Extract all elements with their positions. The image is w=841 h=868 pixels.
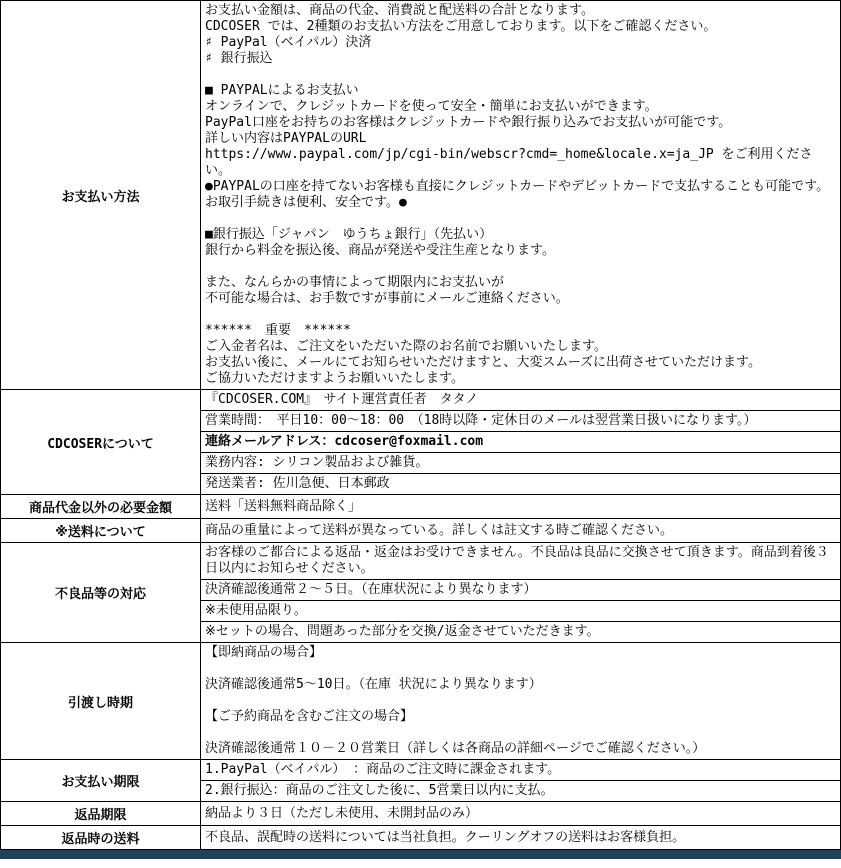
content-line: CDCOSER では、2種類のお支払い方法をご用意しております。以下をご確認ください。 (205, 19, 717, 34)
content-line: 不良品、誤配時の送料については当社負担。クーリングオフの送料はお客様負担。 (205, 829, 686, 845)
row-label: 返品時の送料 (1, 826, 201, 850)
content-line: 決済確認後通常１０－２０営業日（詳しくは各商品の詳細ページでご確認ください。） (205, 741, 706, 756)
content-line: ♯ 銀行振込 (205, 51, 273, 66)
row-content-cell (201, 519, 841, 543)
content-line: ご入金者名は、ご注文をいただいた際のお名前でお願いいたします。 (205, 339, 607, 354)
content-line: 【ご予約商品を含むご注文の場合】 (205, 709, 414, 724)
row-content-cell (201, 453, 841, 474)
content-line: ご協力いただけますようお願いいたします。 (205, 371, 464, 386)
row-content-cell (201, 580, 841, 601)
row-label: お支払い期限 (1, 760, 201, 802)
content-line: 営業時間： 平日10：00～18：00 （18時以降・定休日のメールは翌営業日扱いになります。） (205, 413, 757, 428)
content-line: お支払い後に、メールにてお知らせいただけますと、大変スムーズに出荷させていただけます。 (205, 355, 762, 370)
row-content-cell (201, 781, 841, 802)
url-text: https://www.paypal.com/jp/cgi-bin/webscr?cmd=_home&locale.x=ja_JP をご利用ください。 (205, 147, 813, 178)
row-content-cell (201, 826, 841, 850)
row-content-cell (201, 760, 841, 781)
content-line (205, 725, 836, 741)
row-content-cell (201, 543, 841, 580)
table-row (1, 495, 841, 519)
table-row (1, 643, 841, 760)
footer-bar (0, 850, 841, 859)
content-line: 不可能な場合は、お手数ですが事前にメールご連絡ください。 (205, 291, 569, 306)
content-line (205, 307, 836, 323)
content-line: ※セットの場合、問題あった部分を交換/返金させていただきます。 (205, 624, 600, 639)
table-row (1, 826, 841, 850)
row-content-cell (201, 601, 841, 622)
contact-email-cell (201, 432, 841, 453)
content-line: お支払い金額は、商品の代金、消費説と配送料の合計となります。 (205, 3, 594, 18)
row-label: 商品代金以外の必要金額 (1, 495, 201, 519)
content-line: 商品の重量によって送料が異なっている。詳しくは註文する時ご確認ください。 (205, 522, 674, 538)
content-line: 納品より３日（ただし未使用、未開封品のみ） (205, 805, 479, 821)
row-content-cell (201, 643, 841, 760)
content-line: 1.PayPal（ベイパル） ：商品のご注文時に課金されます。 (205, 762, 561, 777)
content-line: 業務内容: シリコン製品および雑貨。 (205, 455, 429, 470)
row-content-cell (201, 622, 841, 643)
row-content-cell (201, 495, 841, 519)
email-text: 連絡メールアドレス：cdcoser@foxmail.com (205, 434, 484, 449)
table-row (1, 390, 841, 411)
content-line: 発送業者: 佐川急便、日本郵政 (205, 476, 390, 491)
table-row (1, 760, 841, 781)
row-label: 返品期限 (1, 802, 201, 826)
table-row (1, 519, 841, 543)
content-line: 2.銀行振込：商品のご注文した後に、5営業日以内に支払。 (205, 783, 554, 798)
table-row (1, 1, 841, 390)
row-label: 引渡し時期 (1, 643, 201, 760)
row-content-cell (201, 802, 841, 826)
content-line: お客様のご都合による返品・返金はお受けできません。不良品は良品に交換させて頂きます。商品到着後３日以内にお知らせください。 (205, 545, 829, 576)
row-content-cell (201, 411, 841, 432)
row-label: 不良品等の対応 (1, 543, 201, 643)
table-row (1, 802, 841, 826)
content-line (205, 67, 836, 83)
content-line: 詳しい内容はPAYPALのURL (205, 131, 367, 146)
content-line: お取引手続きは便利、安全です。● (205, 195, 407, 210)
content-line: ※未使用品限り。 (205, 603, 307, 618)
content-line: PayPal口座をお持ちのお客様はクレジットカードや銀行振り込みでお支払いが可能です。 (205, 115, 732, 130)
row-label: お支払い方法 (1, 1, 201, 390)
content-line: ■ PAYPALによるお支払い (205, 83, 359, 98)
table-row (1, 543, 841, 580)
content-line: 【即納商品の場合】 (205, 645, 323, 660)
content-line: 決済確認後通常5～10日。（在庫 状況により異なります） (205, 677, 542, 692)
content-line: 『CDCOSER.COM』 サイト運営責任者 タタノ (205, 392, 479, 407)
content-line (205, 661, 836, 677)
content-line: 決済確認後通常２～５日。（在庫状況により異なります） (205, 582, 537, 597)
content-line: ****** 重要 ****** (205, 323, 351, 338)
content-line: 銀行から料金を振込後、商品が発送や受注生産となります。 (205, 243, 555, 258)
content-line: 送料「送料無料商品除く」 (205, 498, 362, 514)
row-content-cell (201, 390, 841, 411)
content-line: ●PAYPALの口座を持てないお客様も直接にクレジットカードやデビットカードで支払することも可能です。 (205, 179, 830, 194)
row-content-cell (201, 474, 841, 495)
row-label: ※送料について (1, 519, 201, 543)
content-line (205, 259, 836, 275)
content-line: オンラインで、クレジットカードを使って安全・簡単にお支払いができます。 (205, 99, 658, 114)
info-table-body (1, 1, 841, 850)
row-content-cell (201, 1, 841, 390)
content-line: また、なんらかの事情によって期限内にお支払いが (205, 275, 505, 290)
content-line: ■銀行振込「ジャパン ゆうちょ銀行」（先払い） (205, 227, 493, 242)
content-line: ♯ PayPal（ベイパル）決済 (205, 35, 372, 50)
content-line (205, 693, 836, 709)
row-label: CDCOSERについて (1, 390, 201, 495)
content-line (205, 211, 836, 227)
